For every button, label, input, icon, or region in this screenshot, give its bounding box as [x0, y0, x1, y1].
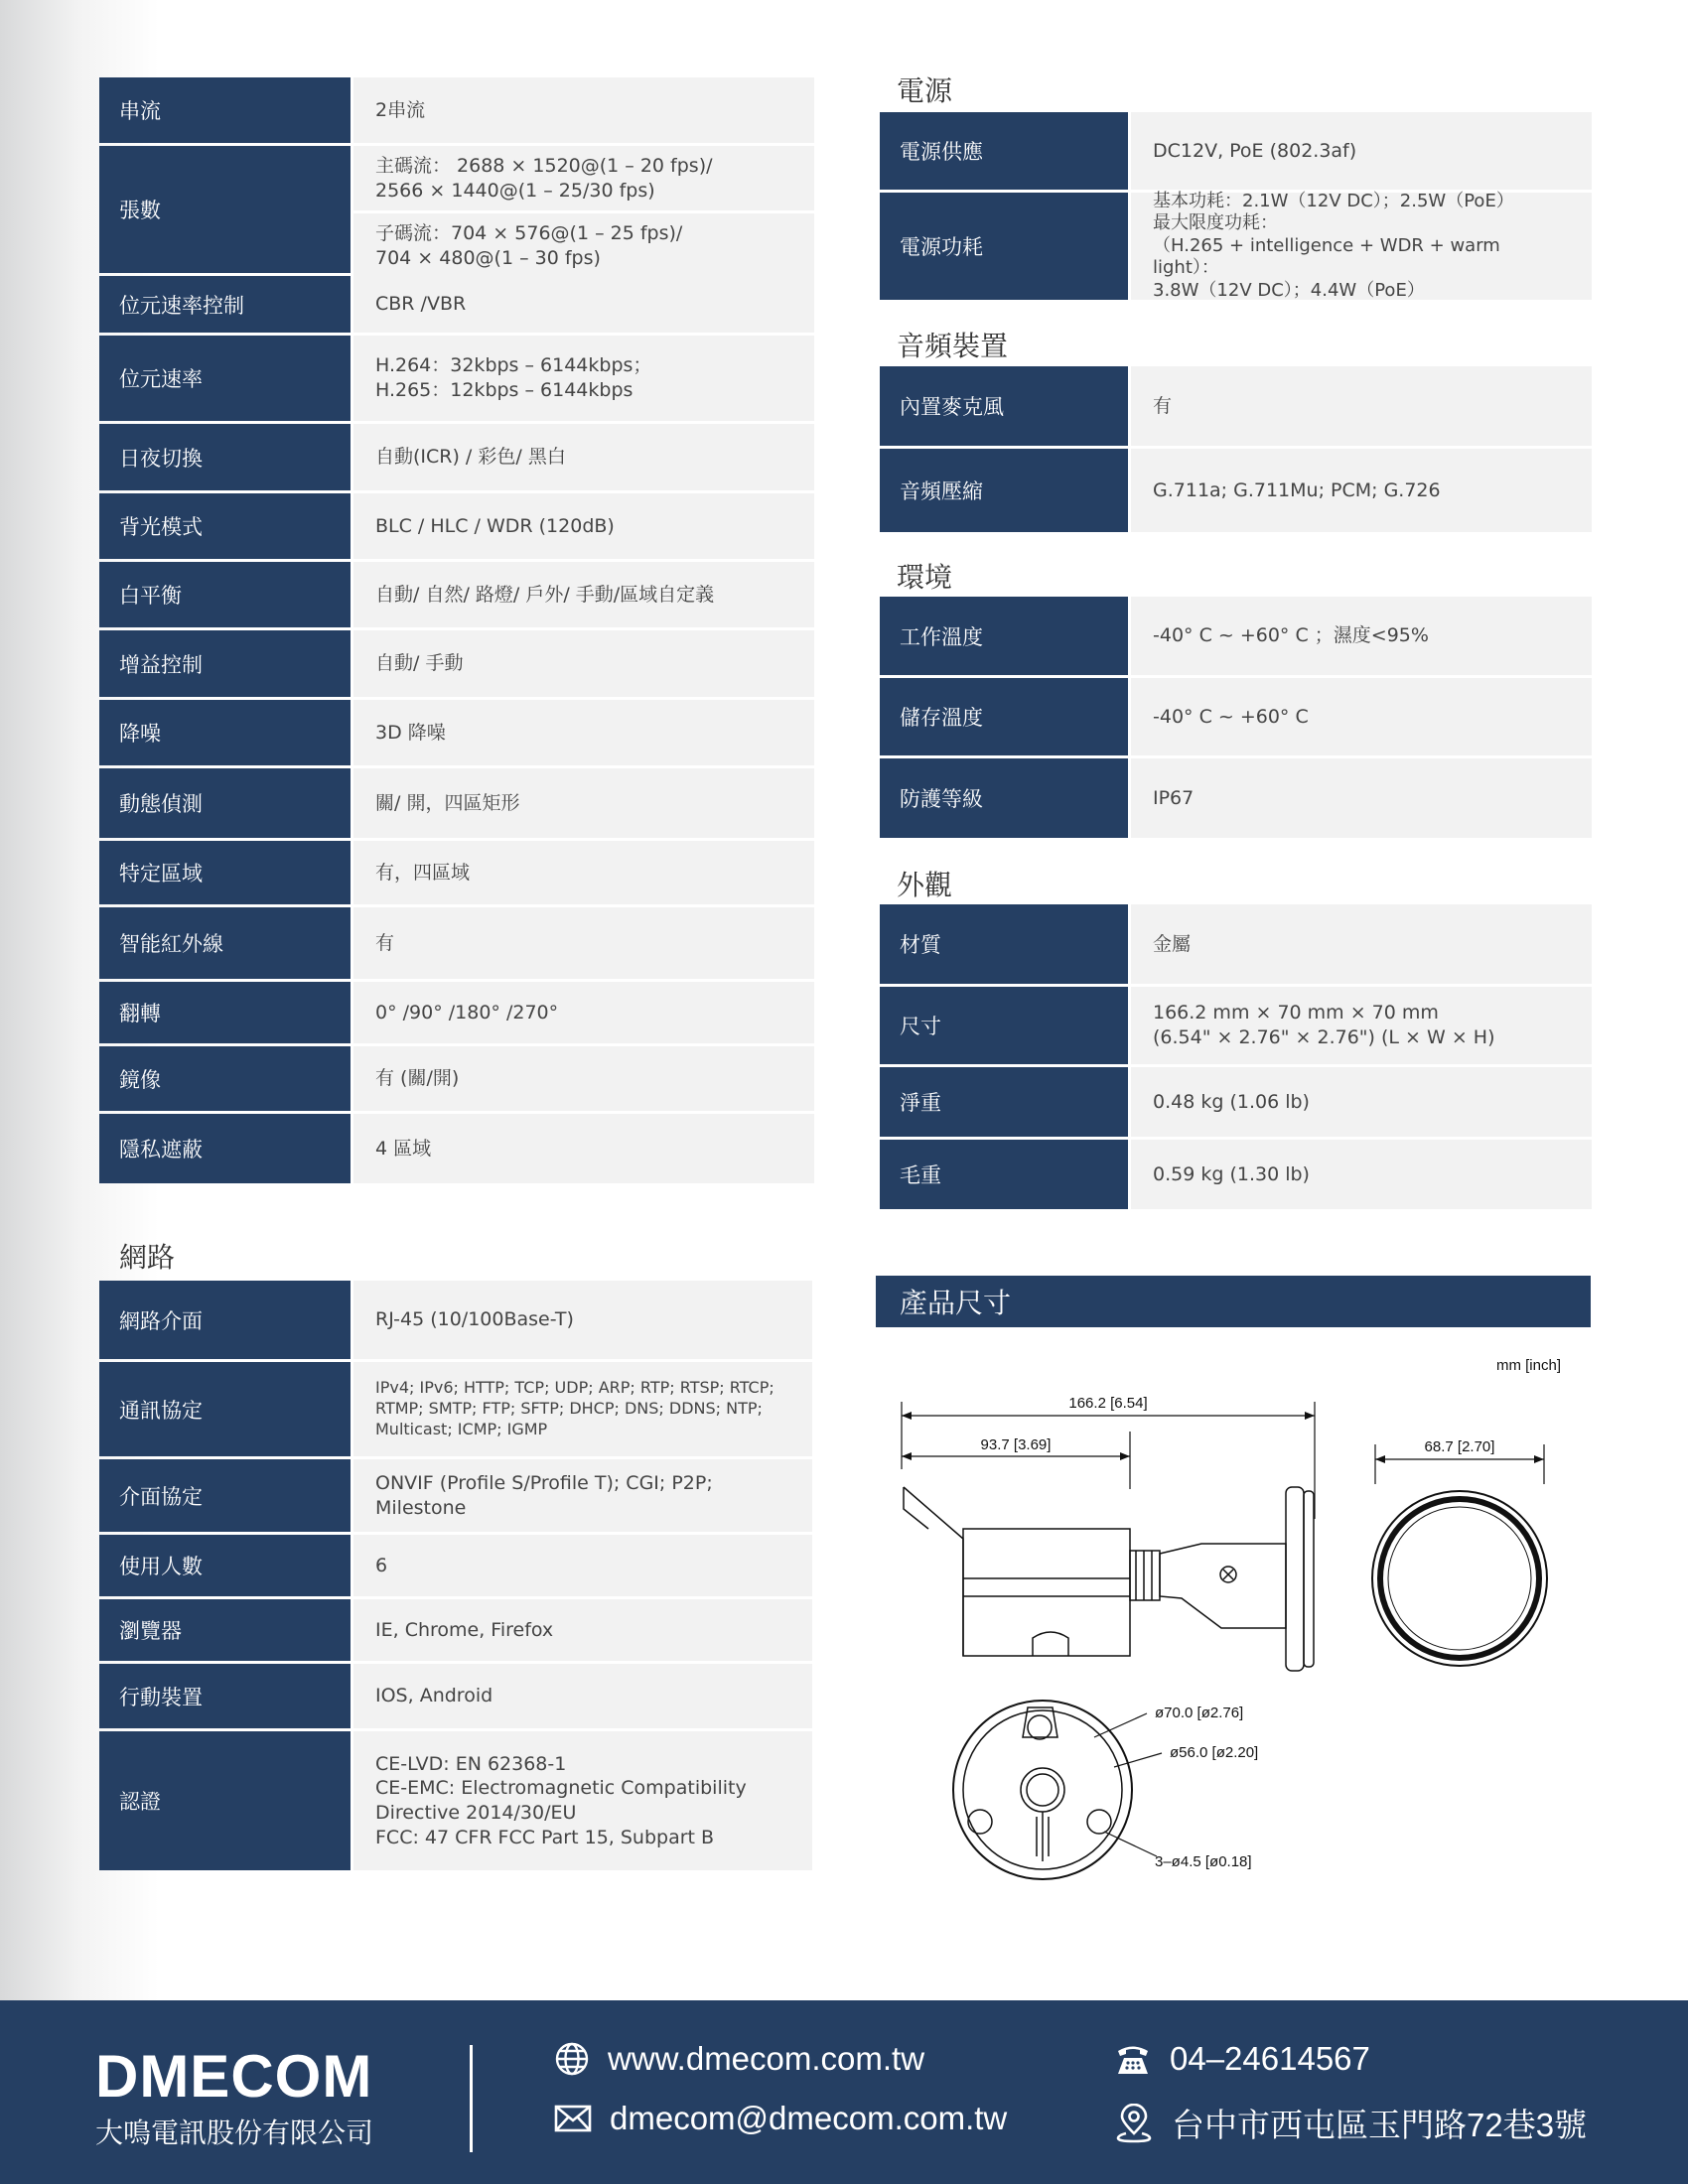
camera-side-view	[904, 1487, 1314, 1671]
phone-link[interactable]	[1114, 2040, 1370, 2078]
spec-label: 動態偵測	[99, 768, 351, 838]
spec-row-mobile	[99, 1664, 812, 1728]
camera-base-view	[953, 1701, 1132, 1879]
spec-value: 有 (關/開)	[353, 1046, 814, 1111]
spec-row-operating-temp	[880, 597, 1592, 675]
spec-row-roi	[99, 841, 814, 904]
spec-label: 位元速率	[99, 336, 351, 421]
audio-spec-table	[880, 366, 1592, 532]
spec-row-network-interface	[99, 1281, 812, 1359]
spec-label: 電源供應	[880, 112, 1128, 190]
spec-label: 音頻壓縮	[880, 449, 1128, 532]
address-link[interactable]	[1114, 2100, 1587, 2146]
spec-value: 0° /90° /180° /270°	[353, 982, 814, 1043]
base-inner-diameter-label: ø56.0 [ø2.20]	[1170, 1744, 1259, 1761]
spec-label: 介面協定	[99, 1459, 351, 1532]
address-text: 台中市西屯區玉門路72巷3號	[1172, 2107, 1588, 2143]
spec-row-backlight	[99, 493, 814, 559]
spec-label: 認證	[99, 1731, 351, 1870]
spec-value: IE, Chrome, Firefox	[353, 1599, 812, 1661]
email-link[interactable]	[554, 2100, 1007, 2137]
base-outer-diameter-label: ø70.0 [ø2.76]	[1155, 1705, 1244, 1721]
spec-label: 防護等級	[880, 758, 1128, 838]
spec-row-white-balance	[99, 562, 814, 627]
spec-label: 通訊協定	[99, 1362, 351, 1456]
spec-label: 串流	[99, 77, 351, 143]
spec-label: 使用人數	[99, 1535, 351, 1596]
camera-spec-table	[99, 77, 814, 1183]
camera-front-view	[1372, 1491, 1547, 1666]
sub-stream-value: 子碼流：704 × 576@(1 – 25 fps)/ 704 × 480@(1 – 30 fps)	[353, 213, 814, 278]
spec-row-browser	[99, 1599, 812, 1661]
spec-value: 3D 降噪	[353, 700, 814, 765]
body-length-label: 93.7 [3.69]	[980, 1436, 1052, 1453]
spec-row-power-consumption	[880, 190, 1592, 301]
spec-row-certification	[99, 1731, 812, 1870]
network-title: 網路	[119, 1241, 176, 1274]
spec-row-noise-reduction	[99, 700, 814, 765]
spec-value: 關/ 開，四區矩形	[353, 768, 814, 838]
spec-value: 有，四區域	[353, 841, 814, 904]
spec-row-flip	[99, 982, 814, 1043]
spec-row-audio-compression	[880, 449, 1592, 532]
spec-row-privacy-mask	[99, 1114, 814, 1183]
spec-value: BLC / HLC / WDR (120dB)	[353, 493, 814, 559]
spec-value: 有	[1131, 366, 1592, 446]
spec-row-bitrate-control	[99, 276, 814, 333]
spec-value: DC12V, PoE (802.3af)	[1131, 112, 1592, 190]
website-link[interactable]	[554, 2040, 924, 2078]
spec-label: 瀏覽器	[99, 1599, 351, 1661]
spec-value: IP67	[1131, 758, 1592, 838]
power-spec-table	[880, 112, 1592, 300]
network-spec-table	[99, 1281, 812, 1870]
spec-label: 位元速率控制	[99, 276, 351, 333]
spec-value: 有	[353, 907, 814, 979]
spec-label: 背光模式	[99, 493, 351, 559]
spec-row-power-supply	[880, 112, 1592, 190]
spec-label: 白平衡	[99, 562, 351, 627]
spec-row-resolution	[99, 146, 814, 273]
spec-label: 特定區域	[99, 841, 351, 904]
spec-value: -40° C ~ +60° C ；濕度<95%	[1131, 597, 1592, 675]
spec-value: ONVIF (Profile S/Profile T); CGI; P2P; Milestone	[353, 1459, 812, 1532]
unit-label: mm [inch]	[1495, 1357, 1561, 1374]
spec-value: IOS, Android	[353, 1664, 812, 1728]
appearance-title: 外觀	[897, 869, 953, 901]
spec-row-users	[99, 1535, 812, 1596]
website-text: www.dmecom.com.tw	[608, 2040, 925, 2077]
spec-value: 金屬	[1131, 904, 1592, 984]
dimensions-banner: 產品尺寸	[876, 1276, 1591, 1327]
phone-text: 04–24614567	[1170, 2040, 1370, 2077]
appearance-spec-table	[880, 904, 1592, 1209]
globe-icon	[554, 2041, 590, 2077]
spec-label: 增益控制	[99, 630, 351, 697]
phone-icon	[1114, 2042, 1152, 2076]
spec-value: 0.59 kg (1.30 lb)	[1131, 1140, 1592, 1209]
dimension-drawing	[874, 1340, 1589, 1896]
spec-label: 翻轉	[99, 982, 351, 1043]
spec-row-storage-temp	[880, 678, 1592, 755]
spec-value: 基本功耗：2.1W（12V DC）；2.5W（PoE） 最大限度功耗： （H.265 + intelligence + WDR + warm light）： 3.8W（12V DC）；4.4W（PoE）	[1131, 193, 1592, 300]
spec-value: 4 區域	[353, 1114, 814, 1183]
spec-value: 自動/ 手動	[353, 630, 814, 697]
spec-row-gross-weight	[880, 1140, 1592, 1209]
spec-row-interop	[99, 1459, 812, 1532]
spec-label: 尺寸	[880, 987, 1128, 1064]
brand-logo: DMECOM	[95, 2043, 373, 2110]
spec-value: 自動(ICR) / 彩色/ 黑白	[353, 424, 814, 490]
spec-value: RJ-45 (10/100Base-T)	[353, 1281, 812, 1359]
spec-row-net-weight	[880, 1067, 1592, 1137]
spec-row-day-night	[99, 424, 814, 490]
spec-value-group	[353, 146, 814, 273]
spec-row-material	[880, 904, 1592, 984]
spec-value: 2串流	[353, 77, 814, 143]
spec-value: CBR /VBR	[353, 276, 814, 333]
spec-label: 毛重	[880, 1140, 1128, 1209]
spec-label: 智能紅外線	[99, 907, 351, 979]
spec-value: 自動/ 自然/ 路燈/ 戶外/ 手動/區域自定義	[353, 562, 814, 627]
spec-label: 網路介面	[99, 1281, 351, 1359]
spec-value: G.711a; G.711Mu; PCM; G.726	[1131, 449, 1592, 532]
spec-value: CE-LVD: EN 62368-1 CE-EMC: Electromagnetic Compatibility Directive 2014/30/EU FCC: 47 CFR FCC Part 15, Subpart B	[353, 1731, 812, 1870]
spec-label: 張數	[99, 146, 351, 273]
spec-row-smart-ir	[99, 907, 814, 979]
spec-value: 6	[353, 1535, 812, 1596]
spec-label: 日夜切換	[99, 424, 351, 490]
footer	[0, 2000, 1688, 2184]
spec-value: IPv4; IPv6; HTTP; TCP; UDP; ARP; RTP; RTSP; RTCP; RTMP; SMTP; FTP; SFTP; DHCP; DNS; DDNS; NTP; Multicast; ICMP; IGMP	[353, 1362, 812, 1456]
main-stream-value: 主碼流： 2688 × 1520@(1 – 20 fps)/ 2566 × 1440@(1 – 25/30 fps)	[353, 146, 814, 210]
spec-value: 166.2 mm × 70 mm × 70 mm (6.54" × 2.76" × 2.76") (L × W × H)	[1131, 987, 1592, 1064]
email-text: dmecom@dmecom.com.tw	[610, 2100, 1008, 2136]
spec-row-bitrate	[99, 336, 814, 421]
spec-label: 淨重	[880, 1067, 1128, 1137]
spec-value: 0.48 kg (1.06 lb)	[1131, 1067, 1592, 1137]
spec-label: 電源功耗	[880, 193, 1128, 300]
location-pin-icon	[1114, 2104, 1154, 2143]
spec-row-gain	[99, 630, 814, 697]
front-diameter-label: 68.7 [2.70]	[1424, 1438, 1495, 1455]
environment-spec-table	[880, 597, 1592, 838]
power-title: 電源	[897, 74, 953, 107]
audio-title: 音頻裝置	[897, 330, 1009, 362]
spec-row-mirror	[99, 1046, 814, 1111]
mail-icon	[554, 2104, 592, 2133]
spec-value: -40° C ~ +60° C	[1131, 678, 1592, 755]
environment-title: 環境	[897, 561, 953, 594]
footer-divider	[470, 2045, 473, 2152]
spec-row-protocol	[99, 1362, 812, 1456]
spec-row-microphone	[880, 366, 1592, 446]
spec-row-stream	[99, 77, 814, 143]
spec-label: 隱私遮蔽	[99, 1114, 351, 1183]
base-holes-label: 3–ø4.5 [ø0.18]	[1155, 1853, 1252, 1870]
spec-label: 內置麥克風	[880, 366, 1128, 446]
spec-label: 鏡像	[99, 1046, 351, 1111]
spec-label: 降噪	[99, 700, 351, 765]
spec-label: 行動裝置	[99, 1664, 351, 1728]
spec-row-size	[880, 987, 1592, 1064]
spec-row-protection	[880, 758, 1592, 838]
total-length-label: 166.2 [6.54]	[1068, 1395, 1148, 1412]
spec-row-motion-detection	[99, 768, 814, 838]
spec-label: 材質	[880, 904, 1128, 984]
company-name: 大鳴電訊股份有限公司	[95, 2116, 374, 2149]
spec-label: 工作溫度	[880, 597, 1128, 675]
spec-label: 儲存溫度	[880, 678, 1128, 755]
spec-value: H.264：32kbps – 6144kbps； H.265：12kbps – 6144kbps	[353, 336, 814, 421]
